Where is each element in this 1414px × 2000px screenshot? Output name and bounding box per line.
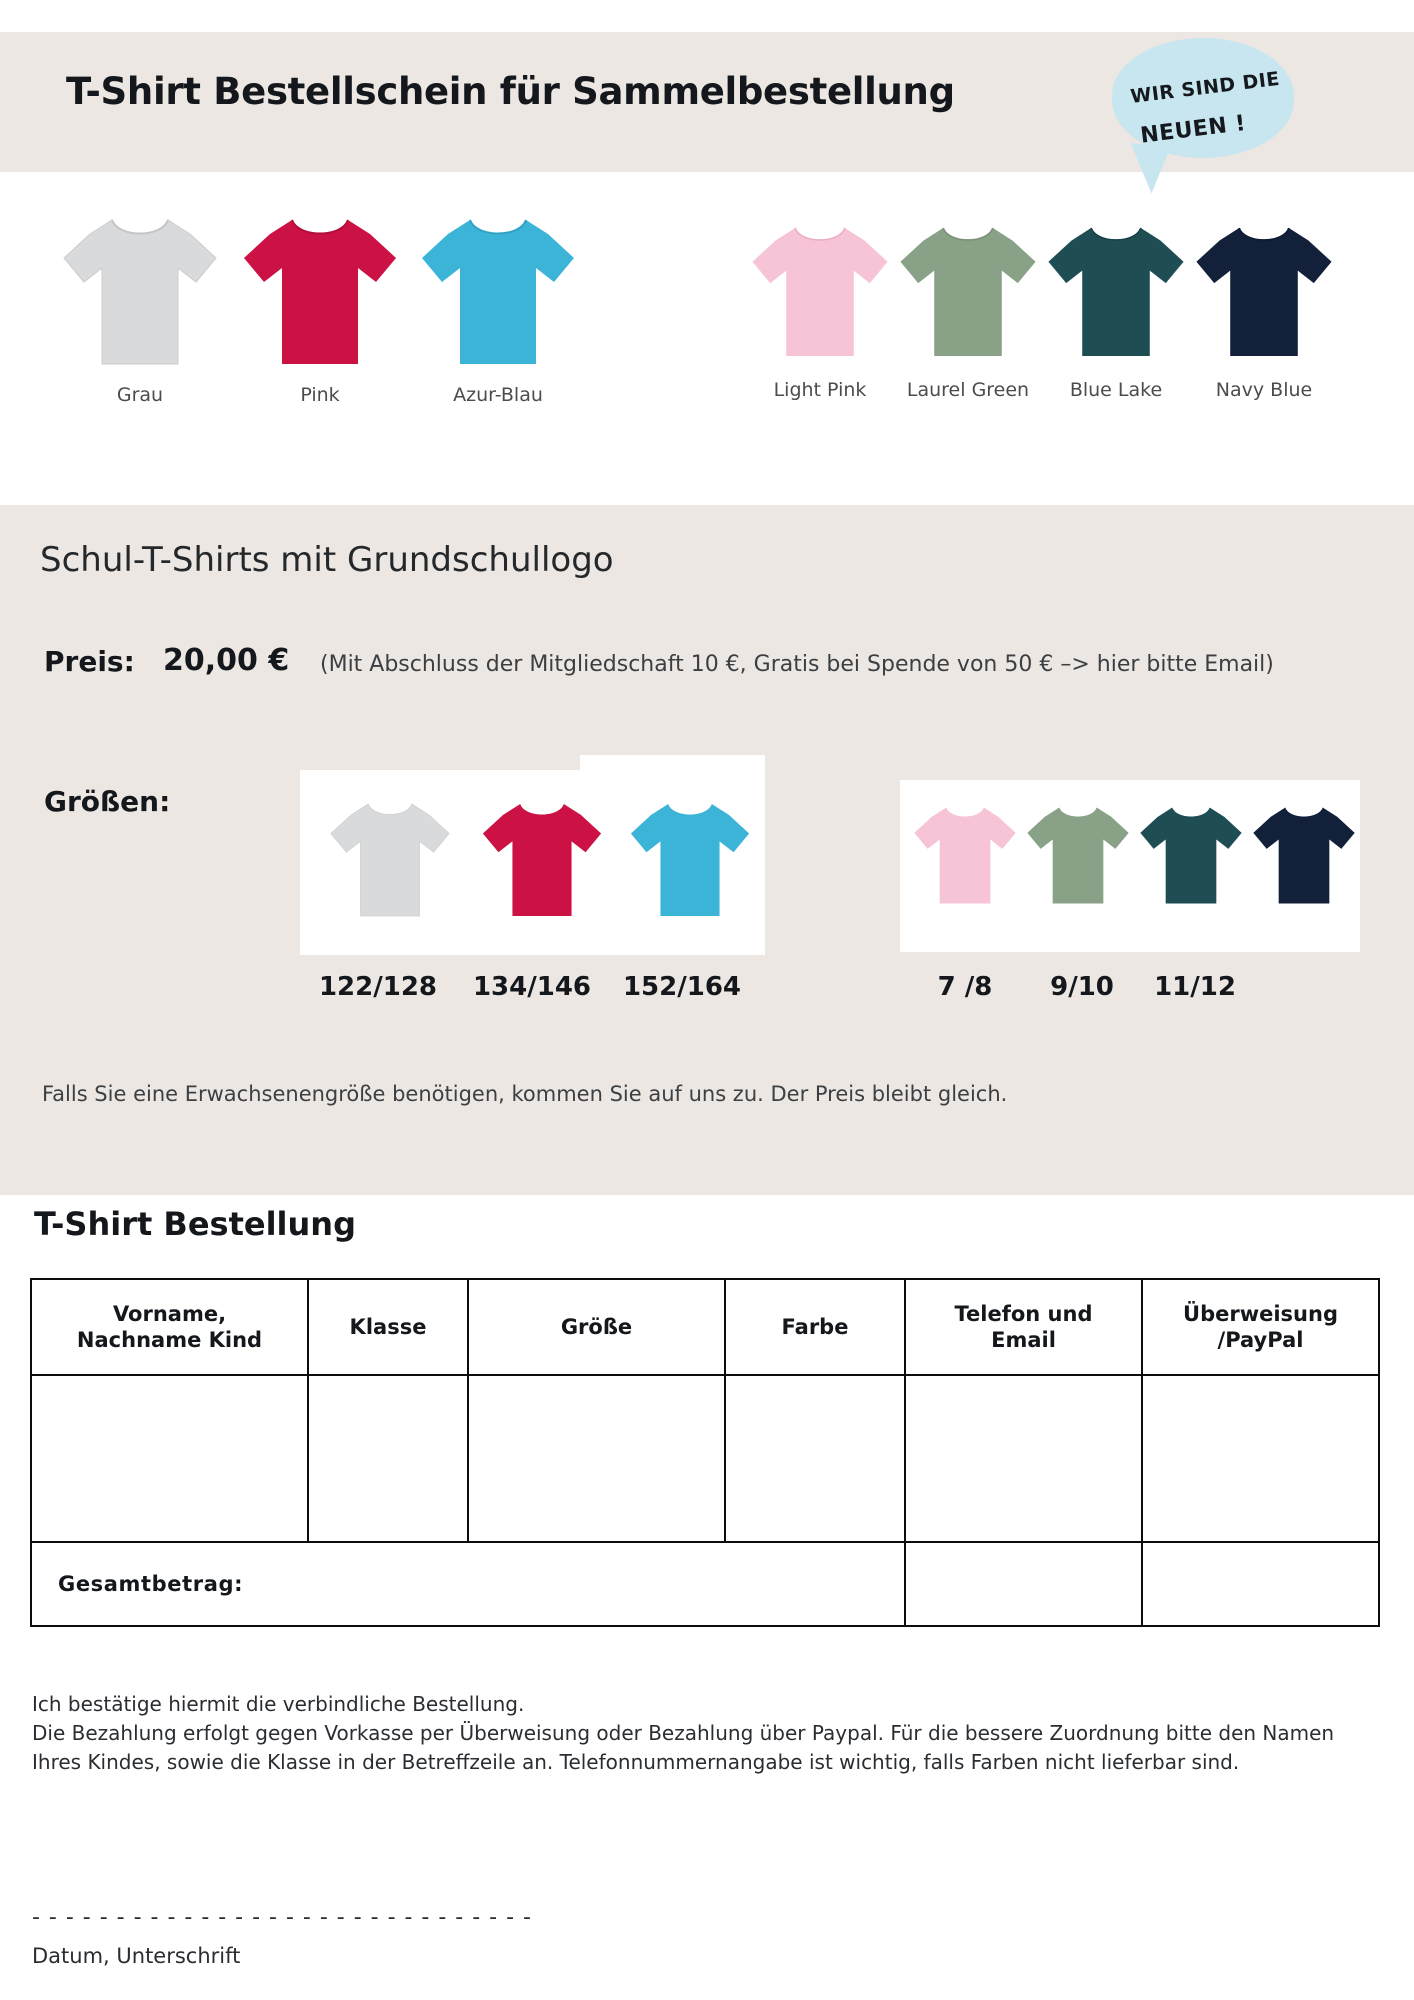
column-header-ueberweisung-line2: /PayPal — [1217, 1328, 1304, 1352]
size-shirt-9-10 — [1018, 788, 1138, 927]
tshirt-icon — [50, 212, 230, 372]
tshirt-icon — [888, 217, 1048, 367]
size-shirt-152-164 — [620, 785, 760, 939]
table-header-row — [31, 1279, 1379, 1375]
color-option-pink — [230, 212, 410, 406]
order-heading: T-Shirt Bestellung — [34, 1205, 356, 1243]
color-swatch-row — [0, 212, 1414, 442]
color-option-light-pink — [740, 217, 900, 401]
cell-klasse-input[interactable] — [308, 1375, 468, 1542]
tshirt-icon — [1244, 788, 1364, 923]
size-shirt-extra-navy — [1244, 788, 1364, 927]
adult-size-footnote: Falls Sie eine Erwachsenengröße benötigen, kommen Sie auf uns zu. Der Preis bleibt gleich. — [42, 1082, 1008, 1106]
size-shirt-134-146 — [472, 785, 612, 939]
color-label: Azur-Blau — [453, 384, 543, 406]
speech-bubble-line2: NEUEN ! — [1139, 110, 1248, 149]
tshirt-icon — [230, 212, 410, 372]
color-option-navy-blue — [1184, 217, 1344, 401]
color-option-azur-blau — [408, 212, 588, 406]
tshirt-icon — [472, 785, 612, 935]
total-label: Gesamtbetrag: — [31, 1542, 905, 1626]
size-label-122-128: 122/128 — [318, 972, 438, 1002]
tshirt-icon — [1184, 217, 1344, 367]
size-label-134-146: 134/146 — [472, 972, 592, 1002]
info-heading: Schul-T-Shirts mit Grundschullogo — [40, 540, 614, 580]
color-label: Pink — [300, 384, 340, 406]
total-telefon-cell[interactable] — [905, 1542, 1142, 1626]
price-note: (Mit Abschluss der Mitgliedschaft 10 €, Gratis bei Spende von 50 € –> hier bitte Email) — [320, 652, 1274, 677]
signature-dashed-line: - - - - - - - - - - - - - - - - - - - - - - - - - - - - - - — [32, 1905, 532, 1930]
speech-bubble-tail — [1126, 143, 1171, 195]
tshirt-icon — [1018, 788, 1138, 923]
color-option-laurel-green — [888, 217, 1048, 401]
table-row — [31, 1375, 1379, 1542]
column-header-name-line1: Vorname, — [112, 1301, 227, 1326]
column-header-telefon-line1: Telefon und — [954, 1301, 1093, 1326]
size-shirt-11-12 — [1131, 788, 1251, 927]
column-header-telefon-line2: Email — [991, 1328, 1056, 1352]
confirmation-line-1: Ich bestätige hiermit die verbindliche Bestellung. — [32, 1692, 525, 1716]
color-option-blue-lake — [1036, 217, 1196, 401]
color-label: Grau — [116, 384, 164, 406]
signature-label: Datum, Unterschrift — [32, 1944, 241, 1968]
column-header-name-line2: Nachname Kind — [76, 1328, 263, 1352]
price-value: 20,00 € — [163, 643, 290, 678]
page-title: T-Shirt Bestellschein für Sammelbestellung — [66, 70, 955, 113]
tshirt-icon — [620, 785, 760, 935]
column-header-ueberweisung — [1142, 1279, 1379, 1375]
order-table — [30, 1278, 1380, 1627]
tshirt-icon — [320, 785, 460, 935]
tshirt-icon — [1036, 217, 1196, 367]
tshirt-icon — [408, 212, 588, 372]
price-label: Preis: — [44, 645, 135, 678]
total-amount-cell[interactable] — [1142, 1542, 1379, 1626]
sizes-label: Größen: — [44, 785, 171, 818]
tshirt-icon — [740, 217, 900, 367]
column-header-klasse: Klasse — [308, 1279, 468, 1375]
column-header-telefon-email — [905, 1279, 1142, 1375]
tshirt-icon — [1131, 788, 1251, 923]
table-total-row — [31, 1542, 1379, 1626]
tshirt-icon — [905, 788, 1025, 923]
confirmation-text — [32, 1690, 1362, 1777]
color-label: Laurel Green — [906, 379, 1030, 401]
cell-farbe-input[interactable] — [725, 1375, 905, 1542]
size-label-11-12: 11/12 — [1154, 972, 1236, 1002]
size-label-7-8: 7 /8 — [937, 972, 993, 1002]
color-option-grau — [50, 212, 230, 406]
column-header-farbe: Farbe — [725, 1279, 905, 1375]
cell-name-input[interactable] — [31, 1375, 308, 1542]
color-label: Navy Blue — [1215, 379, 1313, 401]
column-header-ueberweisung-line1: Überweisung — [1183, 1301, 1338, 1326]
size-label-152-164: 152/164 — [622, 972, 742, 1002]
column-header-groesse: Größe — [468, 1279, 725, 1375]
speech-bubble-line1: WIR SIND DIE — [1129, 67, 1281, 108]
cell-ueberweisung-input[interactable] — [1142, 1375, 1379, 1542]
cell-telefon-email-input[interactable] — [905, 1375, 1142, 1542]
column-header-name — [31, 1279, 308, 1375]
cell-groesse-input[interactable] — [468, 1375, 725, 1542]
confirmation-line-3: Ihres Kindes, sowie die Klasse in der Betreffzeile an. Telefonnummernangabe ist wichtig, falls Farben nicht lieferbar sind. — [32, 1750, 1240, 1774]
size-label-9-10: 9/10 — [1050, 972, 1114, 1002]
confirmation-line-2: Die Bezahlung erfolgt gegen Vorkasse per Überweisung oder Bezahlung über Paypal. Für die bessere Zuordnung bitte den Namen — [32, 1721, 1335, 1745]
color-label: Blue Lake — [1069, 379, 1163, 401]
size-shirt-122-128 — [320, 785, 460, 939]
color-label: Light Pink — [773, 379, 867, 401]
size-shirt-7-8 — [905, 788, 1025, 927]
